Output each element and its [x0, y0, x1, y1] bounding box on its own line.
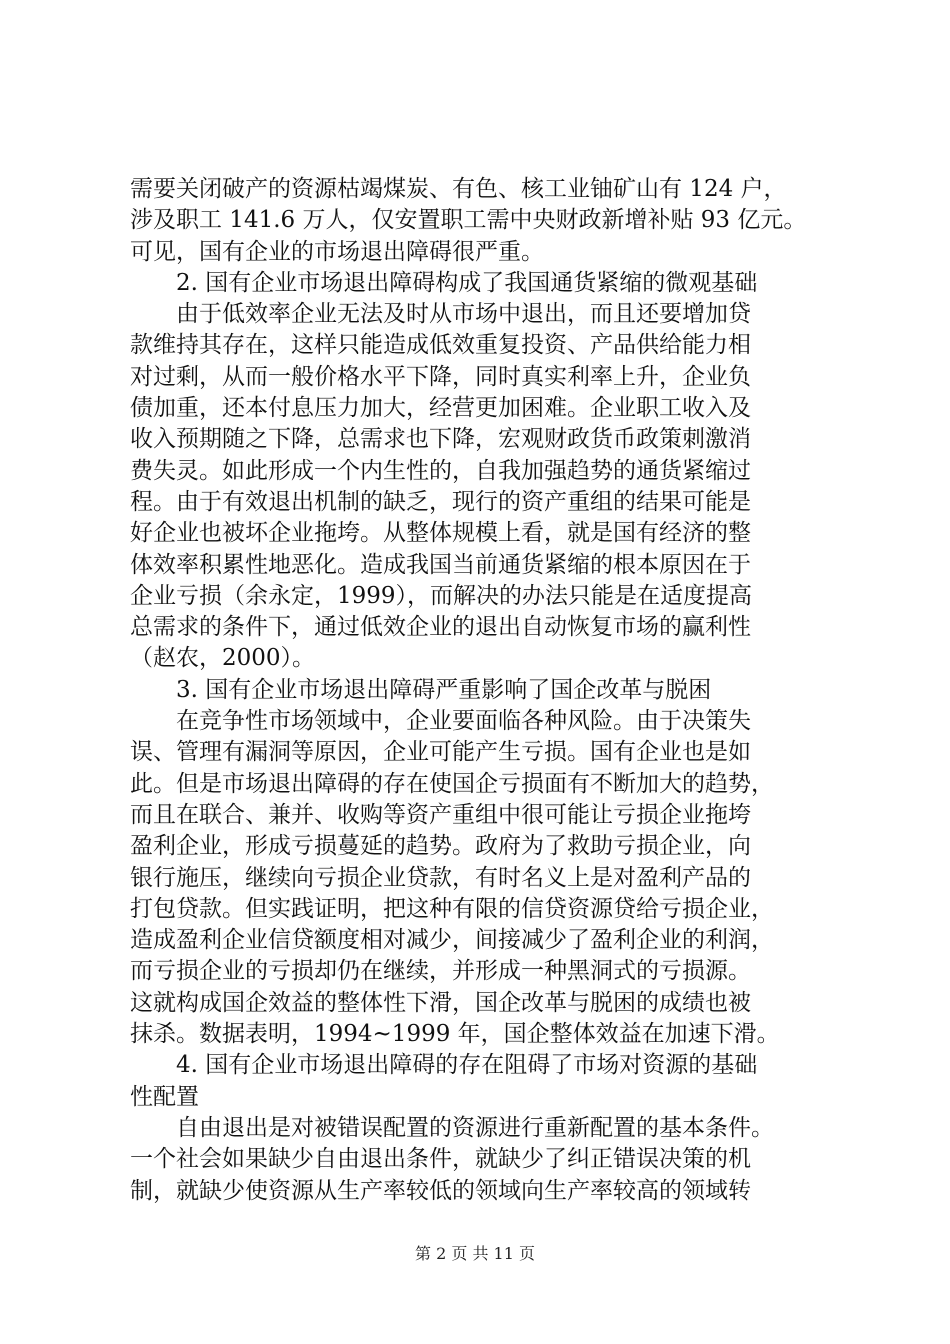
text-line: 此。但是市场退出障碍的存在使国企亏损面有不断加大的趋势，	[130, 770, 774, 797]
text-line: 打包贷款。但实践证明，把这种有限的信贷资源贷给亏损企业，	[130, 895, 774, 922]
text-line: 3. 国有企业市场退出障碍严重影响了国企改革与脱困	[176, 676, 712, 703]
text-line: 程。由于有效退出机制的缺乏，现行的资产重组的结果可能是	[130, 488, 751, 515]
text-line: 误、管理有漏洞等原因，企业可能产生亏损。国有企业也是如	[130, 739, 751, 766]
text-line: 制，就缺少使资源从生产率较低的领域向生产率较高的领域转	[130, 1177, 751, 1204]
text-line: 4. 国有企业市场退出障碍的存在阻碍了市场对资源的基础	[176, 1052, 758, 1079]
text-line: 性配置	[130, 1083, 199, 1110]
text-line: （赵农，2000）。	[130, 645, 316, 672]
text-line: 而亏损企业的亏损却仍在继续，并形成一种黑洞式的亏损源。	[130, 958, 751, 985]
text-line: 在竞争性市场领域中，企业要面临各种风险。由于决策失	[176, 708, 751, 735]
text-line: 自由退出是对被错误配置的资源进行重新配置的基本条件。	[176, 1114, 774, 1141]
page-footer: 第 2 页 共 11 页	[415, 1244, 535, 1263]
text-line: 可见，国有企业的市场退出障碍很严重。	[130, 238, 544, 265]
text-line: 好企业也被坏企业拖垮。从整体规模上看，就是国有经济的整	[130, 520, 751, 547]
text-line: 企业亏损（余永定，1999），而解决的办法只能是在适度提高	[130, 582, 753, 609]
text-line: 总需求的条件下，通过低效企业的退出自动恢复市场的赢利性	[130, 614, 751, 641]
text-line: 对过剩，从而一般价格水平下降，同时真实利率上升，企业负	[130, 363, 751, 390]
text-line: 涉及职工 141.6 万人，仅安置职工需中央财政新增补贴 93 亿元。	[130, 207, 807, 234]
text-line: 造成盈利企业信贷额度相对减少，间接减少了盈利企业的利润，	[130, 927, 774, 954]
text-line: 这就构成国企效益的整体性下滑，国企改革与脱困的成绩也被	[130, 989, 751, 1016]
text-line: 体效率积累性地恶化。造成我国当前通货紧缩的根本原因在于	[130, 551, 751, 578]
text-line: 银行施压，继续向亏损企业贷款，有时名义上是对盈利产品的	[130, 864, 751, 891]
text-line: 由于低效率企业无法及时从市场中退出，而且还要增加贷	[176, 301, 751, 328]
text-line: 债加重，还本付息压力加大，经营更加困难。企业职工收入及	[130, 395, 751, 422]
text-line: 需要关闭破产的资源枯竭煤炭、有色、核工业铀矿山有 124 户，	[130, 176, 787, 202]
text-line: 一个社会如果缺少自由退出条件，就缺少了纠正错误决策的机	[130, 1146, 751, 1173]
text-line: 2. 国有企业市场退出障碍构成了我国通货紧缩的微观基础	[176, 269, 758, 296]
text-line: 款维持其存在，这样只能造成低效重复投资、产品供给能力相	[130, 332, 751, 359]
text-line: 而且在联合、兼并、收购等资产重组中很可能让亏损企业拖垮	[130, 801, 751, 828]
text-line: 费失灵。如此形成一个内生性的，自我加强趋势的通货紧缩过	[130, 457, 751, 484]
text-line: 抹杀。数据表明，1994~1999 年，国企整体效益在加速下滑。	[130, 1021, 780, 1048]
document-body	[130, 174, 850, 1207]
text-line: 盈利企业，形成亏损蔓延的趋势。政府为了救助亏损企业，向	[130, 833, 751, 860]
text-line: 收入预期随之下降，总需求也下降，宏观财政货币政策刺激消	[130, 426, 751, 453]
